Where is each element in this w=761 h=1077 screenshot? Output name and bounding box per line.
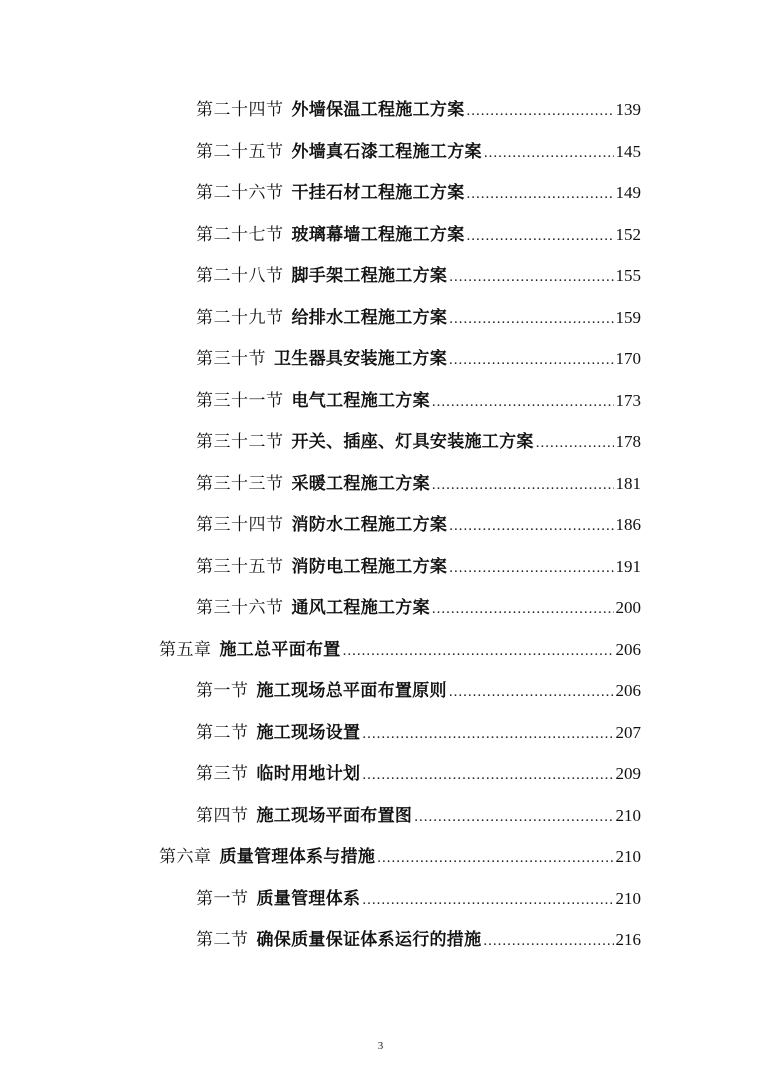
toc-entry[interactable] xyxy=(196,466,641,508)
toc-entry[interactable] xyxy=(196,798,641,840)
toc-entry-page: 181 xyxy=(615,473,641,493)
toc-entry[interactable] xyxy=(196,424,641,466)
toc-entry[interactable] xyxy=(196,881,641,923)
toc-entry-title: 质量管理体系 xyxy=(256,888,361,909)
toc-entry-title: 外墙真石漆工程施工方案 xyxy=(291,141,482,162)
toc-leader-dots xyxy=(362,716,613,752)
toc-entry-title: 通风工程施工方案 xyxy=(291,598,430,618)
toc-entry-label: 第一节 xyxy=(196,888,249,909)
toc-entry-page: 159 xyxy=(615,307,641,327)
toc-entry-title: 质量管理体系与措施 xyxy=(219,847,376,867)
toc-leader-dots xyxy=(449,301,613,337)
toc-entry-page: 152 xyxy=(615,224,641,244)
toc-leader-dots xyxy=(343,633,614,669)
toc-entry[interactable] xyxy=(196,549,641,591)
toc-entry-title: 开关、插座、灯具安装施工方案 xyxy=(291,432,534,452)
toc-leader-dots xyxy=(432,467,614,503)
toc-entry-page: 170 xyxy=(615,349,641,368)
toc-entry[interactable] xyxy=(196,92,641,134)
toc-entry-page: 173 xyxy=(615,390,641,410)
toc-entry-label: 第三十六节 xyxy=(196,598,284,618)
toc-entry[interactable] xyxy=(196,507,641,549)
toc-entry-page: 209 xyxy=(615,764,641,783)
toc-leader-dots xyxy=(467,176,614,212)
toc-leader-dots xyxy=(414,799,613,835)
toc-leader-dots xyxy=(449,342,614,378)
toc-entry-label: 第三十二节 xyxy=(196,432,284,452)
toc-entry-title: 卫生器具安装施工方案 xyxy=(274,349,447,369)
toc-entry-page: 210 xyxy=(615,805,641,825)
toc-entry-label: 第五章 xyxy=(159,639,212,660)
toc-entry-page: 139 xyxy=(615,100,641,119)
page-number: 3 xyxy=(377,1040,384,1052)
toc-entry-label: 第四节 xyxy=(196,805,249,826)
toc-leader-dots xyxy=(467,93,614,129)
toc-leader-dots xyxy=(362,757,613,793)
toc-entry-label: 第二十五节 xyxy=(196,141,284,162)
toc-chapter-entry[interactable] xyxy=(159,632,641,674)
toc-entry[interactable] xyxy=(196,341,641,383)
toc-entry-page: 178 xyxy=(615,432,641,451)
toc-entry-title: 消防电工程施工方案 xyxy=(291,556,448,577)
toc-entry[interactable] xyxy=(196,300,641,342)
toc-entry[interactable] xyxy=(196,715,641,757)
toc-entry-label: 第一节 xyxy=(196,681,249,701)
toc-entry-title: 施工总平面布置 xyxy=(219,639,341,660)
toc-leader-dots xyxy=(467,218,614,254)
toc-entry-label: 第三十一节 xyxy=(196,390,284,411)
toc-entry-title: 施工现场总平面布置原则 xyxy=(256,681,447,701)
toc-entry-label: 第三十四节 xyxy=(196,515,284,535)
toc-entry[interactable] xyxy=(196,217,641,259)
toc-entry-page: 210 xyxy=(615,888,641,908)
toc-leader-dots xyxy=(377,840,613,876)
toc-entry[interactable] xyxy=(196,673,641,715)
toc-entry-page: 191 xyxy=(615,556,641,576)
toc-entry[interactable] xyxy=(196,258,641,300)
toc-leader-dots xyxy=(449,508,613,544)
toc-entry-label: 第三十三节 xyxy=(196,473,284,494)
toc-entry-label: 第二十四节 xyxy=(196,100,284,120)
toc-entry-page: 216 xyxy=(615,930,641,949)
toc-entry-title: 脚手架工程施工方案 xyxy=(291,266,448,286)
toc-entry-page: 200 xyxy=(615,598,641,617)
toc-leader-dots xyxy=(449,674,614,710)
toc-entry-label: 第二节 xyxy=(196,930,249,950)
toc-entry-page: 206 xyxy=(615,639,641,659)
toc-entry-label: 第三十五节 xyxy=(196,556,284,577)
toc-entry-page: 145 xyxy=(615,141,641,161)
toc-leader-dots xyxy=(484,135,614,171)
toc-entry-label: 第二节 xyxy=(196,722,249,743)
toc-entry-label: 第三十节 xyxy=(196,349,266,369)
toc-entry-title: 临时用地计划 xyxy=(256,764,361,784)
toc-entry-title: 干挂石材工程施工方案 xyxy=(291,183,465,203)
toc-entry-title: 电气工程施工方案 xyxy=(291,390,430,411)
toc-leader-dots xyxy=(432,384,614,420)
toc-leader-dots xyxy=(432,591,614,627)
toc-entry-label: 第三节 xyxy=(196,764,249,784)
toc-chapter-entry[interactable] xyxy=(159,839,641,881)
toc-entry[interactable] xyxy=(196,175,641,217)
toc-entry-page: 149 xyxy=(615,183,641,202)
toc-leader-dots xyxy=(449,259,613,295)
toc-entry[interactable] xyxy=(196,922,641,964)
toc-entry-title: 确保质量保证体系运行的措施 xyxy=(256,930,482,950)
toc-entry-label: 第二十八节 xyxy=(196,266,284,286)
toc-entry-title: 消防水工程施工方案 xyxy=(291,515,448,535)
toc-leader-dots xyxy=(449,550,613,586)
toc-entry[interactable] xyxy=(196,756,641,798)
toc-entry-label: 第六章 xyxy=(159,847,212,867)
toc-entry-page: 155 xyxy=(615,266,641,285)
toc-entry-label: 第二十六节 xyxy=(196,183,284,203)
toc-entry-label: 第二十七节 xyxy=(196,224,284,245)
toc-entry-title: 给排水工程施工方案 xyxy=(291,307,448,328)
toc-entry-label: 第二十九节 xyxy=(196,307,284,328)
toc-entry-title: 玻璃幕墙工程施工方案 xyxy=(291,224,465,245)
toc-entry-page: 186 xyxy=(615,515,641,534)
toc-entry[interactable] xyxy=(196,590,641,632)
toc-entry-title: 外墙保温工程施工方案 xyxy=(291,100,465,120)
toc-entry-title: 施工现场设置 xyxy=(256,722,361,743)
toc-entry-page: 210 xyxy=(615,847,641,866)
toc-entry-page: 206 xyxy=(615,681,641,700)
toc-entry[interactable] xyxy=(196,383,641,425)
table-of-contents xyxy=(0,92,761,964)
toc-leader-dots xyxy=(362,882,613,918)
toc-entry[interactable] xyxy=(196,134,641,176)
toc-leader-dots xyxy=(536,425,614,461)
toc-entry-title: 采暖工程施工方案 xyxy=(291,473,430,494)
toc-leader-dots xyxy=(483,923,613,959)
toc-entry-page: 207 xyxy=(615,722,641,742)
toc-entry-title: 施工现场平面布置图 xyxy=(256,805,413,826)
